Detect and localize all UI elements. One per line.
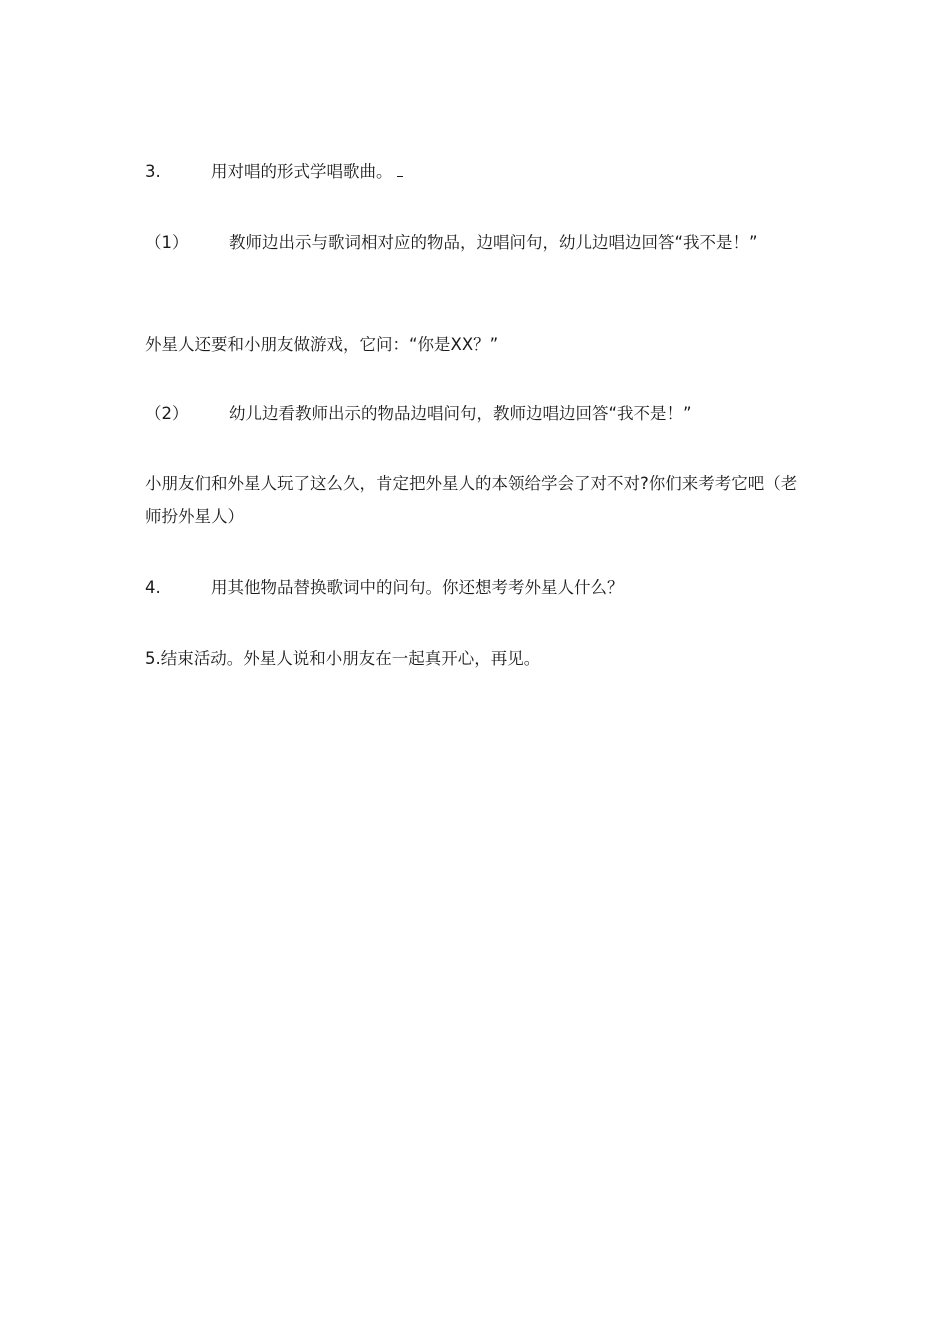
paragraph-substep-1 [145, 226, 805, 259]
step-number: 4. [145, 578, 161, 597]
substep-number: （2） [145, 404, 189, 423]
paragraph-step-3 [145, 155, 805, 188]
paragraph-text: 用对唱的形式学唱歌曲。 [211, 162, 393, 181]
substep-number: （1） [145, 233, 189, 252]
step-number: 3. [145, 162, 161, 181]
paragraph-text: 小朋友们和外星人玩了这么久，肯定把外星人的本领给学会了对不对?你们来考考它吧（老师扮外星人） [145, 474, 798, 526]
paragraph-text: 幼儿边看教师出示的物品边唱问句，教师边唱边回答“我不是！” [229, 404, 692, 423]
paragraph-text: 教师边出示与歌词相对应的物品，边唱问句，幼儿边唱边回答“我不是！” [229, 233, 758, 252]
step-number: 5. [145, 649, 161, 668]
paragraph-text: 外星人还要和小朋友做游戏，它问：“你是XX？” [145, 335, 499, 354]
paragraph-step-5 [145, 642, 805, 675]
paragraph-text: 用其他物品替换歌词中的问句。你还想考考外星人什么？ [211, 578, 624, 597]
paragraph-substep-2 [145, 397, 805, 430]
paragraph-alien-game [145, 328, 805, 361]
paragraph-text: 结束活动。外星人说和小朋友在一起真开心，再见。 [160, 649, 541, 668]
paragraph-test-alien [145, 467, 805, 533]
paragraph-step-4 [145, 571, 805, 604]
text-cursor [397, 175, 403, 177]
